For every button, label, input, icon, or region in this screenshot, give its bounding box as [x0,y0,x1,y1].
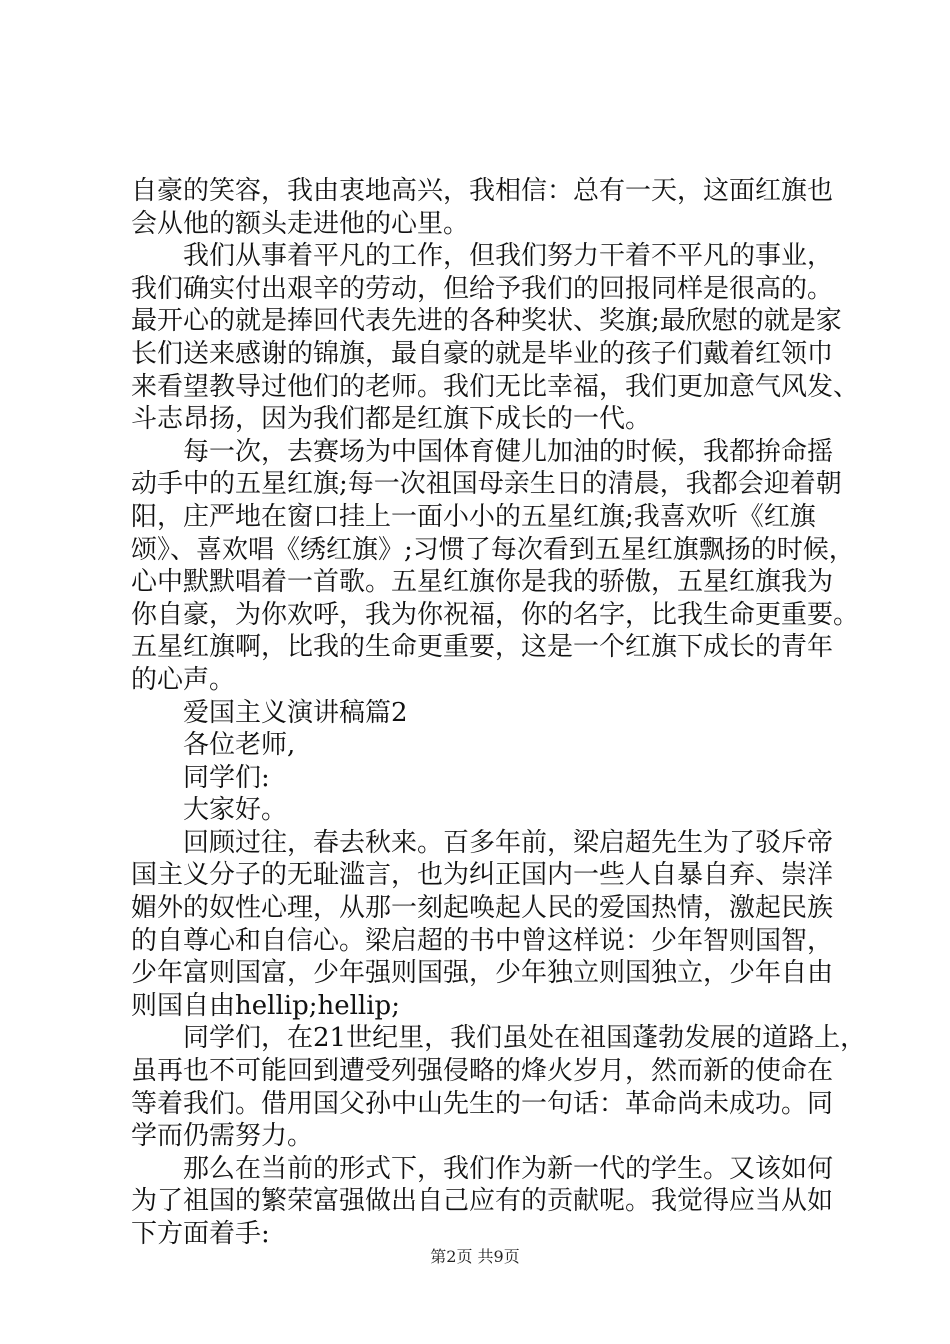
text-line: 心中默默唱着一首歌。五星红旗你是我的骄傲，五星红旗我为 [131,567,834,598]
text-line: 则国自由hellip;hellip; [131,990,400,1021]
text-line: 最开心的就是捧回代表先进的各种奖状、奖旗;最欣慰的就是家 [131,306,842,337]
text-line: 的心声。 [131,664,236,695]
text-line: 那么在当前的形式下，我们作为新一代的学生。又该如何 [131,1153,834,1184]
section-heading: 爱国主义演讲稿篇2 [131,697,408,728]
text-line: 学而仍需努力。 [131,1121,314,1152]
salutation-line: 各位老师, [131,730,296,761]
text-line: 每一次，去赛场为中国体育健儿加油的时候，我都拚命摇 [131,436,834,467]
text-line: 的自尊心和自信心。梁启超的书中曾这样说：少年智则国智， [131,925,834,956]
salutation-line: 同学们: [131,762,270,793]
text-line: 下方面着手: [131,1219,270,1249]
text-line: 你自豪，为你欢呼，我为你祝福，你的名字，比我生命更重要。 [131,599,860,630]
text-line: 来看望教导过他们的老师。我们无比幸福，我们更加意气风发、 [131,371,860,402]
text-line: 动手中的五星红旗;每一次祖国母亲生日的清晨，我都会迎着朝 [131,469,842,500]
text-line: 少年富则国富，少年强则国强，少年独立则国独立，少年自由 [131,958,834,989]
text-line: 回顾过往，春去秋来。百多年前，梁启超先生为了驳斥帝 [131,827,834,858]
text-line: 五星红旗啊，比我的生命更重要，这是一个红旗下成长的青年 [131,632,834,663]
text-line: 自豪的笑容，我由衷地高兴，我相信：总有一天，这面红旗也 [131,176,834,206]
text-line: 我们确实付出艰辛的劳动，但给予我们的回报同样是很高的。 [131,273,834,304]
text-line: 长们送来感谢的锦旗，最自豪的就是毕业的孩子们戴着红领巾 [131,338,834,369]
text-line: 阳，庄严地在窗口挂上一面小小的五星红旗;我喜欢听《红旗 [131,501,816,532]
text-line: 媚外的奴性心理，从那一刻起唤起人民的爱国热情，激起民族 [131,893,834,924]
greeting-line: 大家好。 [131,795,288,826]
text-line: 斗志昂扬，因为我们都是红旗下成长的一代。 [131,404,652,435]
document-body [131,175,867,1251]
text-line: 同学们，在21世纪里，我们虽处在祖国蓬勃发展的道路上， [131,1023,867,1054]
text-line: 我们从事着平凡的工作，但我们努力干着不平凡的事业， [131,241,834,272]
text-line: 为了祖国的繁荣富强做出自己应有的贡献呢。我觉得应当从如 [131,1186,834,1217]
page-number-footer: 第2页 共9页 [430,1247,520,1266]
text-line: 等着我们。借用国父孙中山先生的一句话：革命尚未成功。同 [131,1088,834,1119]
text-line: 会从他的额头走进他的心里。 [131,208,470,239]
text-line: 虽再也不可能回到遭受列强侵略的烽火岁月，然而新的使命在 [131,1056,834,1087]
text-line: 国主义分子的无耻滥言，也为纠正国内一些人自暴自弃、崇洋 [131,860,834,891]
text-line: 颂》、喜欢唱《绣红旗》;习惯了每次看到五星红旗飘扬的时候， [131,534,855,565]
